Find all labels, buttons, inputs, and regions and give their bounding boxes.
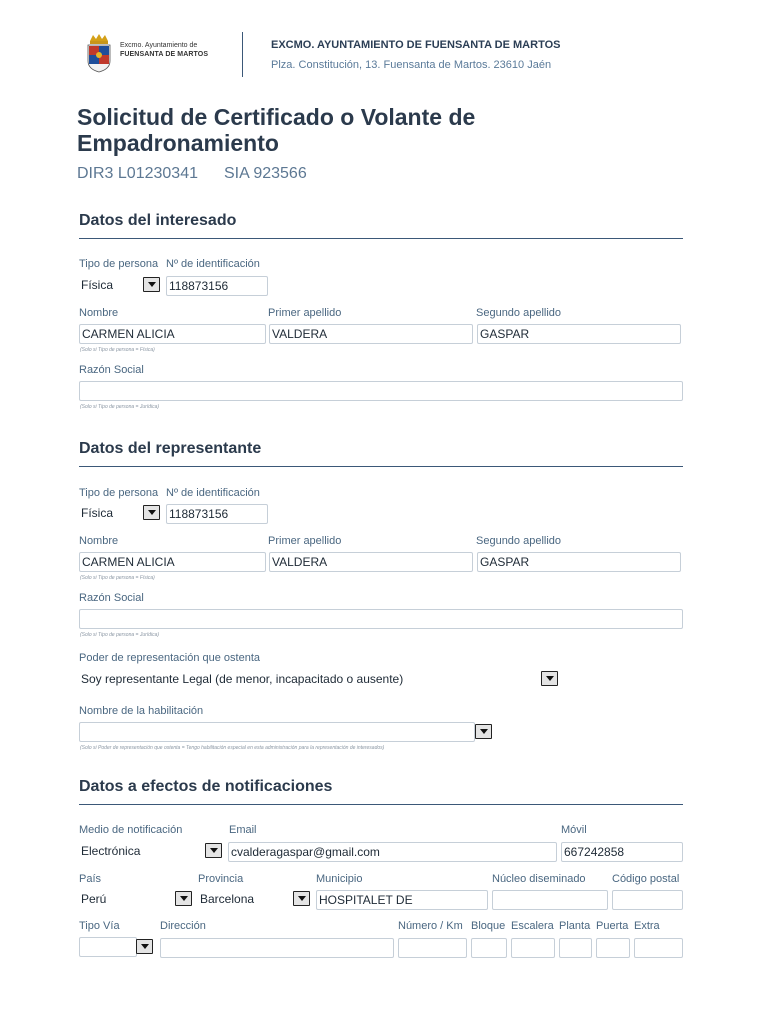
nombre-input[interactable]: CARMEN ALICIA xyxy=(79,324,266,344)
org-address: Plza. Constitución, 13. Fuensanta de Martos. 23610 Jaén xyxy=(271,59,552,71)
cp-input[interactable] xyxy=(612,890,683,910)
logo-line-1: Excmo. Ayuntamiento de xyxy=(120,42,198,49)
extra-label: Extra xyxy=(634,920,660,932)
bloque-input[interactable] xyxy=(471,938,507,958)
escalera-label: Escalera xyxy=(511,920,554,932)
poder-value: Soy representante Legal (de menor, incapacitado o ausente) xyxy=(81,672,404,686)
chevron-down-icon[interactable] xyxy=(175,891,192,906)
apellido2-label: Segundo apellido xyxy=(476,535,562,547)
sia-code: SIA 923566 xyxy=(223,165,307,182)
provincia-select[interactable] xyxy=(198,889,313,909)
nucleo-label: Núcleo diseminado xyxy=(492,873,586,885)
razon-input[interactable] xyxy=(79,381,683,401)
provincia-label: Provincia xyxy=(198,873,244,885)
medio-value: Electrónica xyxy=(81,844,141,858)
section-title-representante: Datos del representante xyxy=(79,440,262,457)
tipo-via-select[interactable] xyxy=(79,937,157,957)
logo-line-2: FUENSANTA DE MARTOS xyxy=(120,51,209,58)
pais-select[interactable] xyxy=(79,889,194,909)
habilitacion-value xyxy=(79,722,475,742)
movil-input[interactable]: 667242858 xyxy=(561,842,683,862)
chevron-down-icon[interactable] xyxy=(143,505,160,520)
direccion-input[interactable] xyxy=(160,938,394,958)
tipo-persona-select[interactable] xyxy=(79,275,163,295)
poder-select[interactable] xyxy=(79,669,561,689)
section-divider xyxy=(79,466,683,467)
section-title-interesado: Datos del interesado xyxy=(79,212,237,229)
chevron-down-icon[interactable] xyxy=(143,277,160,292)
razon-label: Razón Social xyxy=(79,364,144,376)
dir3-code: DIR3 L01230341 xyxy=(77,165,198,182)
razon-input[interactable] xyxy=(79,609,683,629)
planta-label: Planta xyxy=(559,920,591,932)
codes xyxy=(77,165,307,183)
chevron-down-icon[interactable] xyxy=(475,724,492,739)
id-input[interactable]: 118873156 xyxy=(166,504,268,524)
note-habilitacion: (Solo si Poder de representación que ostenta = Tengo habilitación especial en esta administración para la representación de interesados) xyxy=(80,745,385,751)
tipo-persona-select[interactable] xyxy=(79,503,163,523)
tipo-via-value xyxy=(79,937,137,957)
puerta-input[interactable] xyxy=(596,938,630,958)
razon-label: Razón Social xyxy=(79,592,144,604)
email-input[interactable]: cvalderagaspar@gmail.com xyxy=(228,842,557,862)
provincia-value: Barcelona xyxy=(200,892,255,906)
nombre-input[interactable]: CARMEN ALICIA xyxy=(79,552,266,572)
section-title-notificaciones: Datos a efectos de notificaciones xyxy=(79,778,333,795)
medio-label: Medio de notificación xyxy=(79,824,183,836)
habilitacion-label: Nombre de la habilitación xyxy=(79,705,204,717)
nucleo-input[interactable] xyxy=(492,890,608,910)
apellido1-input[interactable]: VALDERA xyxy=(269,324,473,344)
coat-of-arms-icon xyxy=(84,33,114,73)
chevron-down-icon[interactable] xyxy=(541,671,558,686)
note-fisica: (Solo si Tipo de persona = Física) xyxy=(80,575,155,581)
municipio-input[interactable]: HOSPITALET DE xyxy=(316,890,488,910)
tipo-persona-value: Física xyxy=(81,278,114,292)
org-name: EXCMO. AYUNTAMIENTO DE FUENSANTA DE MARTOS xyxy=(271,39,561,51)
nombre-label: Nombre xyxy=(79,307,119,319)
tipo-persona-label: Tipo de persona xyxy=(79,487,159,499)
header-logo xyxy=(84,31,224,75)
note-juridica: (Solo si Tipo de persona = Jurídica) xyxy=(80,632,160,638)
escalera-input[interactable] xyxy=(511,938,555,958)
extra-input[interactable] xyxy=(634,938,683,958)
pais-label: País xyxy=(79,873,102,885)
apellido2-input[interactable]: GASPAR xyxy=(477,324,681,344)
planta-input[interactable] xyxy=(559,938,592,958)
direccion-label: Dirección xyxy=(160,920,206,932)
apellido1-label: Primer apellido xyxy=(268,307,342,319)
page-title: Solicitud de Certificado o Volante de Empadronamiento xyxy=(77,104,476,156)
id-input[interactable]: 118873156 xyxy=(166,276,268,296)
section-divider xyxy=(79,804,683,805)
puerta-label: Puerta xyxy=(596,920,629,932)
chevron-down-icon[interactable] xyxy=(293,891,310,906)
numero-label: Número / Km xyxy=(398,920,463,932)
municipio-label: Municipio xyxy=(316,873,363,885)
medio-select[interactable] xyxy=(79,841,225,861)
bloque-label: Bloque xyxy=(471,920,506,932)
apellido2-label: Segundo apellido xyxy=(476,307,562,319)
header-divider xyxy=(242,32,243,77)
section-divider xyxy=(79,238,683,239)
nombre-label: Nombre xyxy=(79,535,119,547)
pais-value: Perú xyxy=(81,892,107,906)
poder-label: Poder de representación que ostenta xyxy=(79,652,261,664)
email-label: Email xyxy=(229,824,257,836)
apellido1-label: Primer apellido xyxy=(268,535,342,547)
id-label: Nº de identificación xyxy=(166,487,260,499)
habilitacion-select[interactable] xyxy=(79,722,495,742)
note-juridica: (Solo si Tipo de persona = Jurídica) xyxy=(80,404,160,410)
id-label: Nº de identificación xyxy=(166,258,260,270)
numero-input[interactable] xyxy=(398,938,467,958)
tipo-persona-label: Tipo de persona xyxy=(79,258,159,270)
chevron-down-icon[interactable] xyxy=(136,939,153,954)
movil-label: Móvil xyxy=(561,824,587,836)
tipo-persona-value: Física xyxy=(81,506,114,520)
chevron-down-icon[interactable] xyxy=(205,843,222,858)
apellido2-input[interactable]: GASPAR xyxy=(477,552,681,572)
tipo-via-label: Tipo Vía xyxy=(79,920,120,932)
apellido1-input[interactable]: VALDERA xyxy=(269,552,473,572)
cp-label: Código postal xyxy=(612,873,680,885)
note-fisica: (Solo si Tipo de persona = Física) xyxy=(80,347,155,353)
